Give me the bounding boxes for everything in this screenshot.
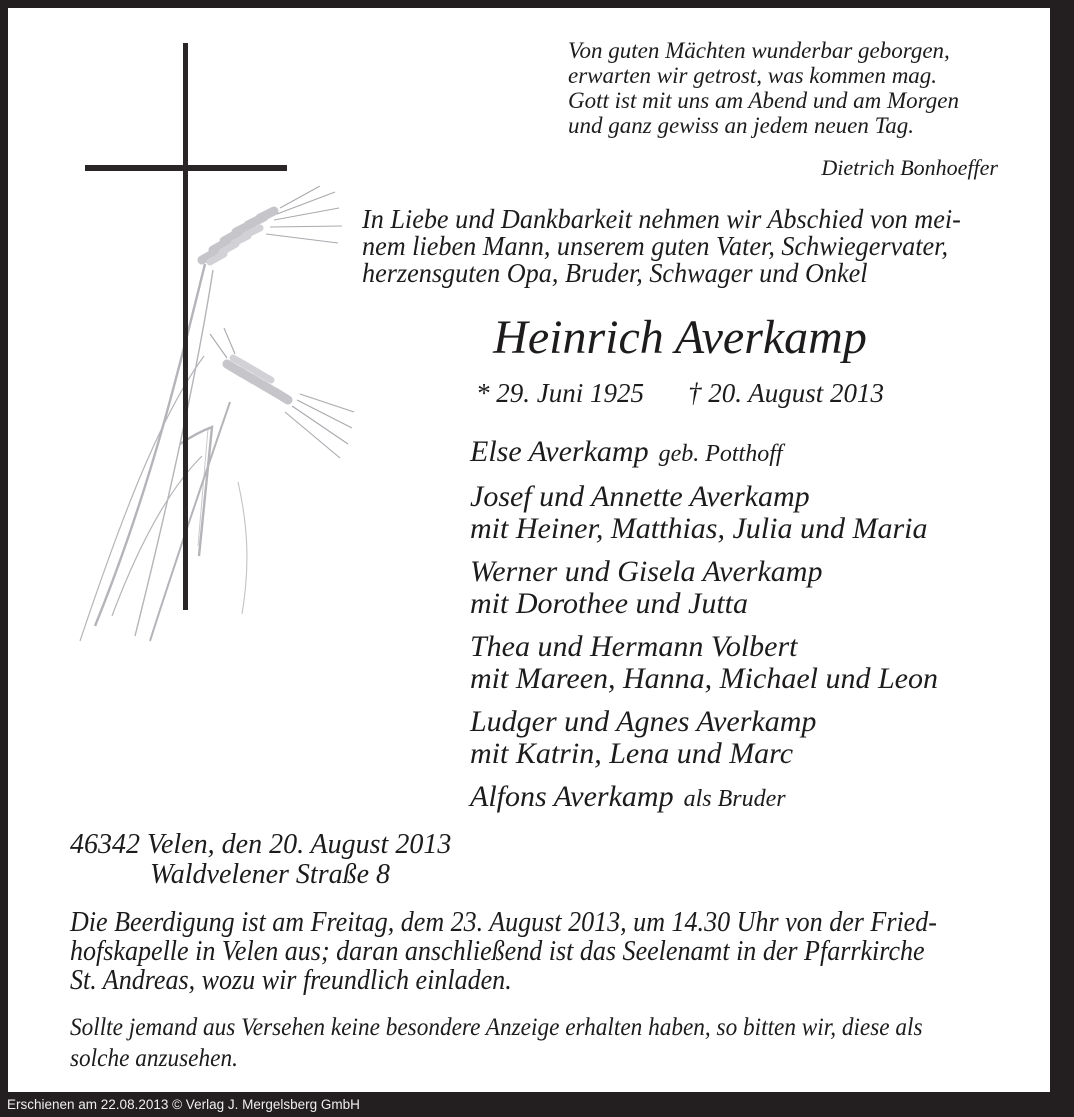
mourner-names: Josef und Annette Averkamp (470, 480, 810, 513)
funeral-info-paragraph (70, 908, 1009, 995)
mourner-suffix: als Bruder (683, 786, 786, 812)
intro-line: nem lieben Mann, unserem guten Vater, Schwiegervater, (362, 231, 949, 261)
cross-horizontal-bar (85, 165, 287, 171)
quote-line: erwarten wir getrost, was kommen mag. (568, 63, 938, 88)
note-line: Sollte jemand aus Versehen keine besondere Anzeige erhalten haben, so bitten wir, diese als (70, 1014, 923, 1041)
intro-line: In Liebe und Dankbarkeit nehmen wir Abschied von mei- (362, 204, 961, 234)
mourner-group (470, 481, 1030, 545)
intro-paragraph (362, 206, 1022, 287)
mourner-names: Ludger und Agnes Averkamp (470, 705, 817, 738)
publisher-footer (0, 1092, 1074, 1117)
mourners-list (470, 436, 1030, 826)
wheat-sketch-icon (52, 186, 362, 666)
mourner-children: mit Heiner, Matthias, Julia und Maria (470, 512, 928, 545)
quote-line: und ganz gewiss an jedem neuen Tag. (568, 113, 915, 138)
mourner-group (470, 556, 1030, 620)
mourner-group (470, 781, 1030, 815)
street-address: Waldvelener Straße 8 (150, 859, 391, 890)
mourner-children: mit Dorothee und Jutta (470, 587, 749, 620)
mourner-group (470, 436, 1030, 470)
mourner-names: Werner und Gisela Averkamp (470, 555, 823, 588)
note-line: solche anzusehen. (70, 1045, 238, 1072)
mourner-names: Else Averkamp (470, 435, 649, 468)
place-date-line: 46342 Velen, den 20. August 2013 (70, 829, 452, 860)
quote-line: Von guten Mächten wunderbar geborgen, (568, 38, 950, 63)
mourner-children: mit Mareen, Hanna, Michael und Leon (470, 662, 938, 695)
notice-card (8, 8, 1050, 1092)
life-dates (360, 378, 1000, 409)
place-date-block (70, 830, 451, 890)
mourner-names: Alfons Averkamp (470, 780, 674, 813)
funeral-line: St. Andreas, wozu wir freundlich einladen. (70, 965, 512, 996)
mourner-group (470, 631, 1030, 695)
cross-vertical-bar (183, 43, 188, 610)
quote-block (568, 38, 998, 180)
quote-attribution: Dietrich Bonhoeffer (821, 155, 998, 180)
publisher-footer-text: Erschienen am 22.08.2013 © Verlag J. Mergelsberg GmbH (7, 1097, 360, 1112)
deceased-name: Heinrich Averkamp (493, 311, 867, 364)
mourner-children: mit Katrin, Lena und Marc (470, 737, 794, 770)
quote-line: Gott ist mit uns am Abend und am Morgen (568, 88, 959, 113)
mourner-group (470, 706, 1030, 770)
mourner-line (470, 781, 1030, 815)
death-date: † 20. August 2013 (687, 378, 884, 408)
closing-note-paragraph (70, 1012, 1009, 1074)
mourner-suffix: geb. Potthoff (658, 441, 783, 467)
birth-date: * 29. Juni 1925 (475, 378, 644, 408)
intro-line: herzensguten Opa, Bruder, Schwager und Onkel (362, 258, 868, 288)
funeral-line: Die Beerdigung ist am Freitag, dem 23. August 2013, um 14.30 Uhr von der Fried- (70, 907, 937, 938)
mourner-line (470, 436, 1030, 470)
mourner-names: Thea und Hermann Volbert (470, 630, 798, 663)
funeral-line: hofskapelle in Velen aus; daran anschließend ist das Seelenamt in der Pfarrkirche (70, 936, 925, 967)
